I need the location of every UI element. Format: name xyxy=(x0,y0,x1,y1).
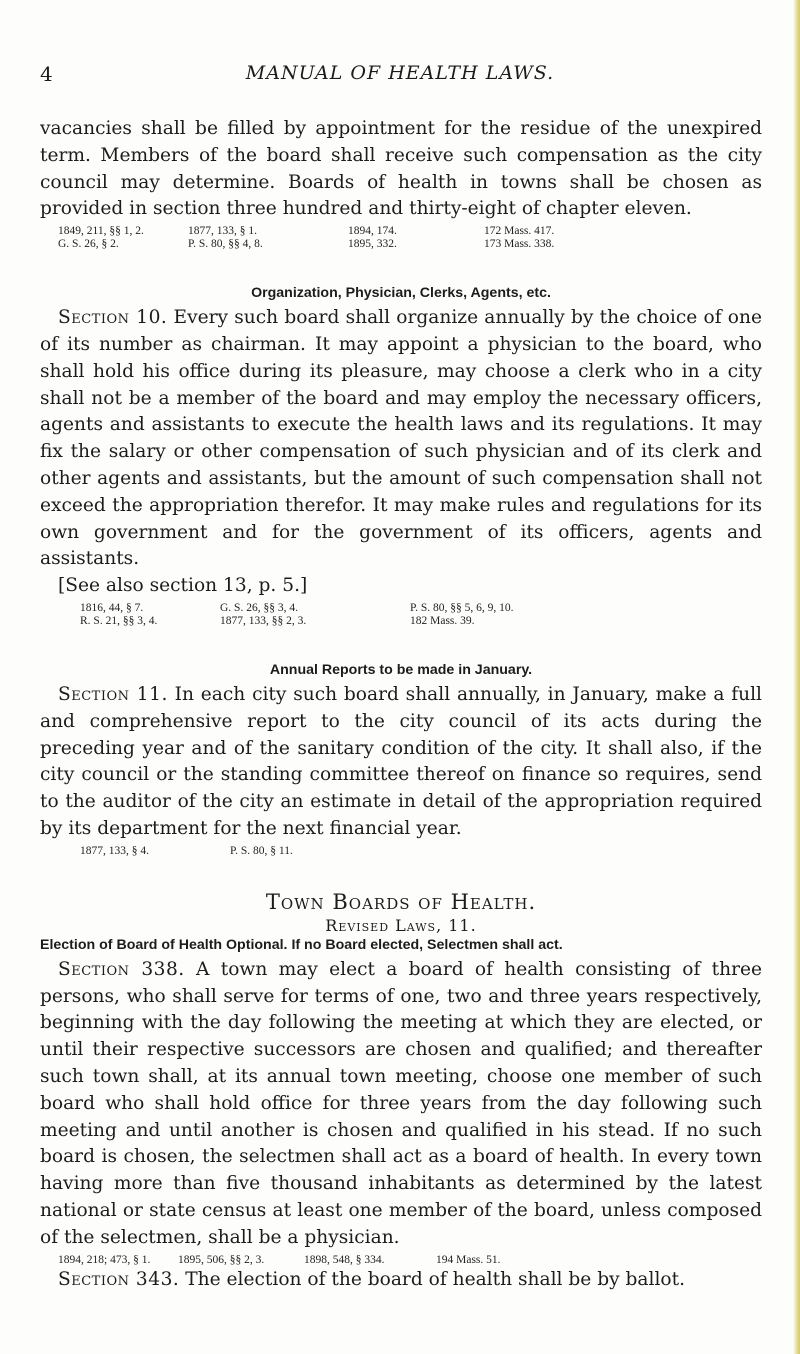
citation: P. S. 80, § 11. xyxy=(230,844,293,857)
citations-block xyxy=(40,602,762,628)
section-338 xyxy=(40,957,762,1252)
citations-block xyxy=(40,225,762,251)
citations-block xyxy=(40,1254,762,1267)
page-edge xyxy=(793,0,800,1354)
see-also-note: [See also section 13, p. 5.] xyxy=(58,575,308,597)
body-text xyxy=(40,116,762,1293)
running-head: MANUAL OF HEALTH LAWS. xyxy=(245,62,555,84)
section-label: Section 11. xyxy=(58,683,168,705)
citation: 182 Mass. 39. xyxy=(410,614,475,627)
citation: 1894, 174. xyxy=(348,225,397,238)
citation: 172 Mass. 417. xyxy=(484,225,555,238)
section-heading: Organization, Physician, Clerks, Agents, etc. xyxy=(251,285,551,302)
citation: 1898, 548, § 334. xyxy=(304,1253,385,1266)
citation: 1877, 133, §§ 2, 3. xyxy=(220,614,307,627)
citation: 1877, 133, § 1. xyxy=(188,225,257,238)
section-10 xyxy=(40,305,762,573)
section-text: The election of the board of health shall be by ballot. xyxy=(179,1268,685,1290)
section-label: Section 338. xyxy=(58,958,185,980)
section-heading: Election of Board of Health Optional. If no Board elected, Selectmen shall act. xyxy=(40,936,563,953)
chapter-subheading: Revised Laws, 11. xyxy=(325,915,477,935)
citation: 1849, 211, §§ 1, 2. xyxy=(58,225,144,238)
citation: 173 Mass. 338. xyxy=(484,238,555,251)
citation: 1816, 44, § 7. xyxy=(80,601,144,614)
section-text: A town may elect a board of health consisting of three persons, who shall serve for terms of one, two and three years respectively, beginning with the day following the meeting at which they are elected, or until their respective successors are chosen and qualified; and thereafter such town shall, at its annual town meeting, choose one member of such board who shall hold office for three years from the day following such meeting and until another is chosen and qualified in his stead. If no such board is chosen, the selectmen shall act as a board of health. In every town having more than five thousand inhabitants as determined by the latest national or state census at least one member of the board, unless composed of the selectmen, shall be a physician. xyxy=(40,958,762,1248)
paragraph-continuation: vacancies shall be filled by appointment for the residue of the unexpired term. Members of the board shall receive such compensation as the city council may determine. Boards of health in towns shall be chosen as provided in section three hundred and thirty-eight of chapter eleven. xyxy=(40,118,762,220)
citation: G. S. 26, § 2. xyxy=(58,238,119,251)
citation: 194 Mass. 51. xyxy=(436,1253,501,1266)
chapter-heading: Town Boards of Health. xyxy=(265,889,537,914)
section-text: In each city such board shall annually, in January, make a full and comprehensive report to the city council of its acts during the preceding year and of the sanitary condition of the city. It shall also, if the city council or the standing committee thereof on finance so requires, send to the auditor of the city an estimate in detail of the appropriation required by its department for the next financial year. xyxy=(40,683,762,839)
page-header xyxy=(40,62,760,90)
page-number: 4 xyxy=(40,62,53,86)
section-label: Section 343. xyxy=(58,1268,180,1290)
citation: P. S. 80, §§ 4, 8. xyxy=(188,238,263,251)
citation: 1877, 133, § 4. xyxy=(80,844,149,857)
citation: 1895, 506, §§ 2, 3. xyxy=(178,1253,265,1266)
citation: P. S. 80, §§ 5, 6, 9, 10. xyxy=(410,601,514,614)
section-text: Every such board shall organize annually by the choice of one of its number as chairman. It may appoint a physician to the board, who shall hold his office during its pleasure, may choose a clerk who in a city shall not be a member of the board and may employ the necessary officers, agents and assistants to execute the health laws and its regulations. It may fix the salary or other compensation of such physician and of its clerk and other agents and assistants, but the amount of such compensation shall not exceed the appropriation therefor. It may make rules and regulations for its own government and for the government of its officers, agents and assistants. xyxy=(40,307,762,570)
section-label: Section 10. xyxy=(58,307,168,329)
citation: R. S. 21, §§ 3, 4. xyxy=(80,614,158,627)
section-11 xyxy=(40,682,762,843)
citations-block xyxy=(40,845,762,858)
section-343 xyxy=(40,1267,762,1294)
citation: 1894, 218; 473, § 1. xyxy=(58,1253,151,1266)
citation: 1895, 332. xyxy=(348,238,397,251)
citation: G. S. 26, §§ 3, 4. xyxy=(220,601,298,614)
section-heading: Annual Reports to be made in January. xyxy=(269,661,533,678)
